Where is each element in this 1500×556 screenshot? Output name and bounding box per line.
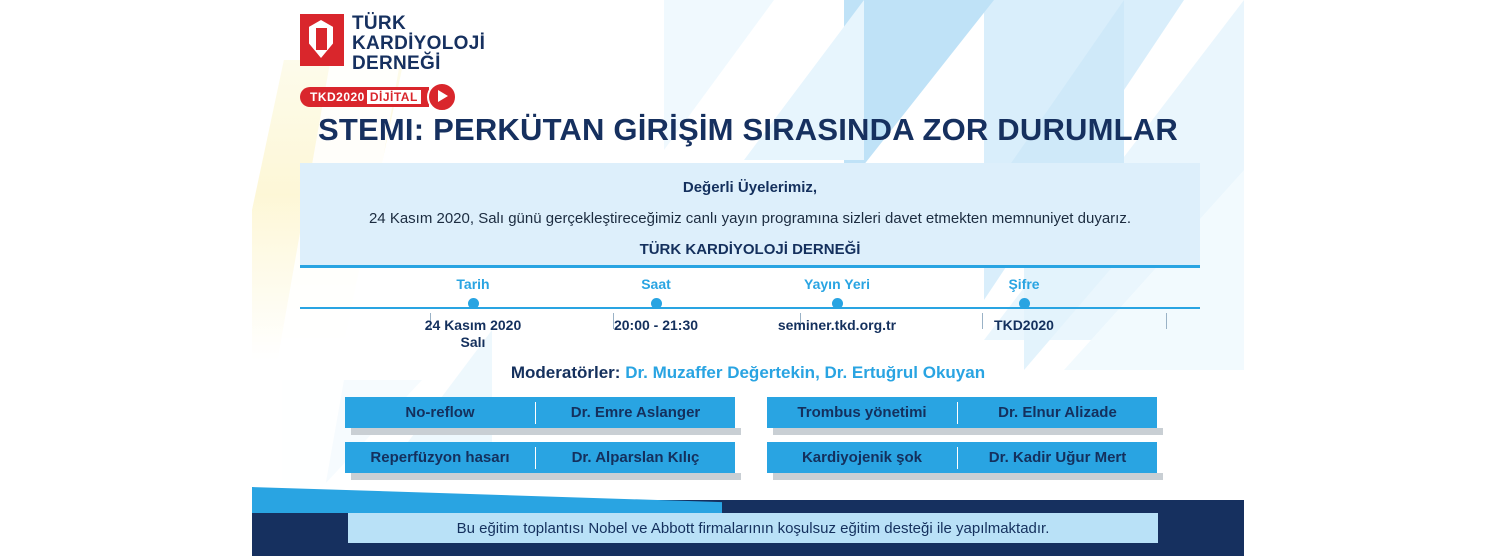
info-label-date: Tarih xyxy=(456,276,490,292)
session-topic: Kardiyojenik şok xyxy=(801,449,923,466)
timeline-dot xyxy=(651,298,662,309)
background-triangle xyxy=(844,0,994,190)
info-column-time xyxy=(556,276,756,334)
session-speaker: Dr. Kadir Uğur Mert xyxy=(988,449,1127,466)
info-value-password: TKD2020 xyxy=(994,317,1054,333)
info-value-time: 20:00 - 21:30 xyxy=(613,317,699,333)
event-info-timeline xyxy=(300,276,1200,348)
info-value-date-line2: Salı xyxy=(460,334,486,350)
moderators-line xyxy=(252,363,1244,383)
intro-greeting: Değerli Üyelerimiz, xyxy=(682,179,818,196)
moderators-names: Dr. Muzaffer Değertekin, Dr. Ertuğrul Okuyan xyxy=(625,363,986,382)
sessions-grid xyxy=(345,397,1157,487)
digital-badge-pill xyxy=(300,87,429,107)
info-value-date-line1: 24 Kasım 2020 xyxy=(424,317,522,333)
session-card xyxy=(767,442,1157,473)
timeline-tick xyxy=(1166,313,1167,329)
moderators-label: Moderatörler: xyxy=(510,363,621,382)
footer-note: Bu eğitim toplantısı Nobel ve Abbott firmalarının koşulsuz eğitim desteği ile yapılmaktadır. xyxy=(456,519,1050,537)
digital-badge-year: TKD2020 xyxy=(310,90,365,104)
session-card xyxy=(345,397,735,428)
session-card xyxy=(345,442,735,473)
tkd-logo-text xyxy=(352,14,485,74)
info-column-venue xyxy=(737,276,937,334)
session-topic: Trombus yönetimi xyxy=(797,404,927,421)
timeline-dot xyxy=(832,298,843,309)
session-speaker: Dr. Emre Aslanger xyxy=(570,404,701,421)
logo-line-3: DERNEĞİ xyxy=(352,53,441,74)
logo-line-1: TÜRK xyxy=(352,13,406,34)
digital-badge xyxy=(300,86,457,108)
session-topic: Reperfüzyon hasarı xyxy=(370,449,510,466)
info-value-venue[interactable]: seminer.tkd.org.tr xyxy=(777,317,897,333)
session-card xyxy=(767,397,1157,428)
intro-panel xyxy=(300,163,1200,268)
session-topic: No-reflow xyxy=(405,404,475,421)
info-column-date xyxy=(373,276,573,351)
session-speaker: Dr. Alparslan Kılıç xyxy=(571,449,700,466)
digital-badge-label: DİJİTAL xyxy=(367,90,421,104)
sessions-row xyxy=(345,442,1157,473)
timeline-dot xyxy=(468,298,479,309)
session-speaker: Dr. Elnur Alizade xyxy=(998,404,1117,421)
tkd-logo xyxy=(300,13,486,106)
intro-body: 24 Kasım 2020, Salı günü gerçekleştireceğimiz canlı yayın programına sizleri davet etmekten memnuniyet duyarız. xyxy=(368,210,1132,227)
info-label-password: Şifre xyxy=(1008,276,1040,292)
info-label-time: Saat xyxy=(641,276,671,292)
tkd-logo-icon xyxy=(300,14,344,66)
sessions-row xyxy=(345,397,1157,428)
logo-line-2: KARDİYOLOJİ xyxy=(352,33,486,54)
page-title: STEMI: PERKÜTAN GİRİŞİM SIRASINDA ZOR DURUMLAR xyxy=(318,112,1178,147)
timeline-dot xyxy=(1019,298,1030,309)
info-value-date xyxy=(373,317,573,351)
footer-note-strip xyxy=(348,513,1158,543)
intro-organization: TÜRK KARDİYOLOJİ DERNEĞİ xyxy=(639,241,861,258)
play-icon xyxy=(427,82,457,112)
info-label-venue: Yayın Yeri xyxy=(804,276,870,292)
info-column-password xyxy=(924,276,1124,334)
